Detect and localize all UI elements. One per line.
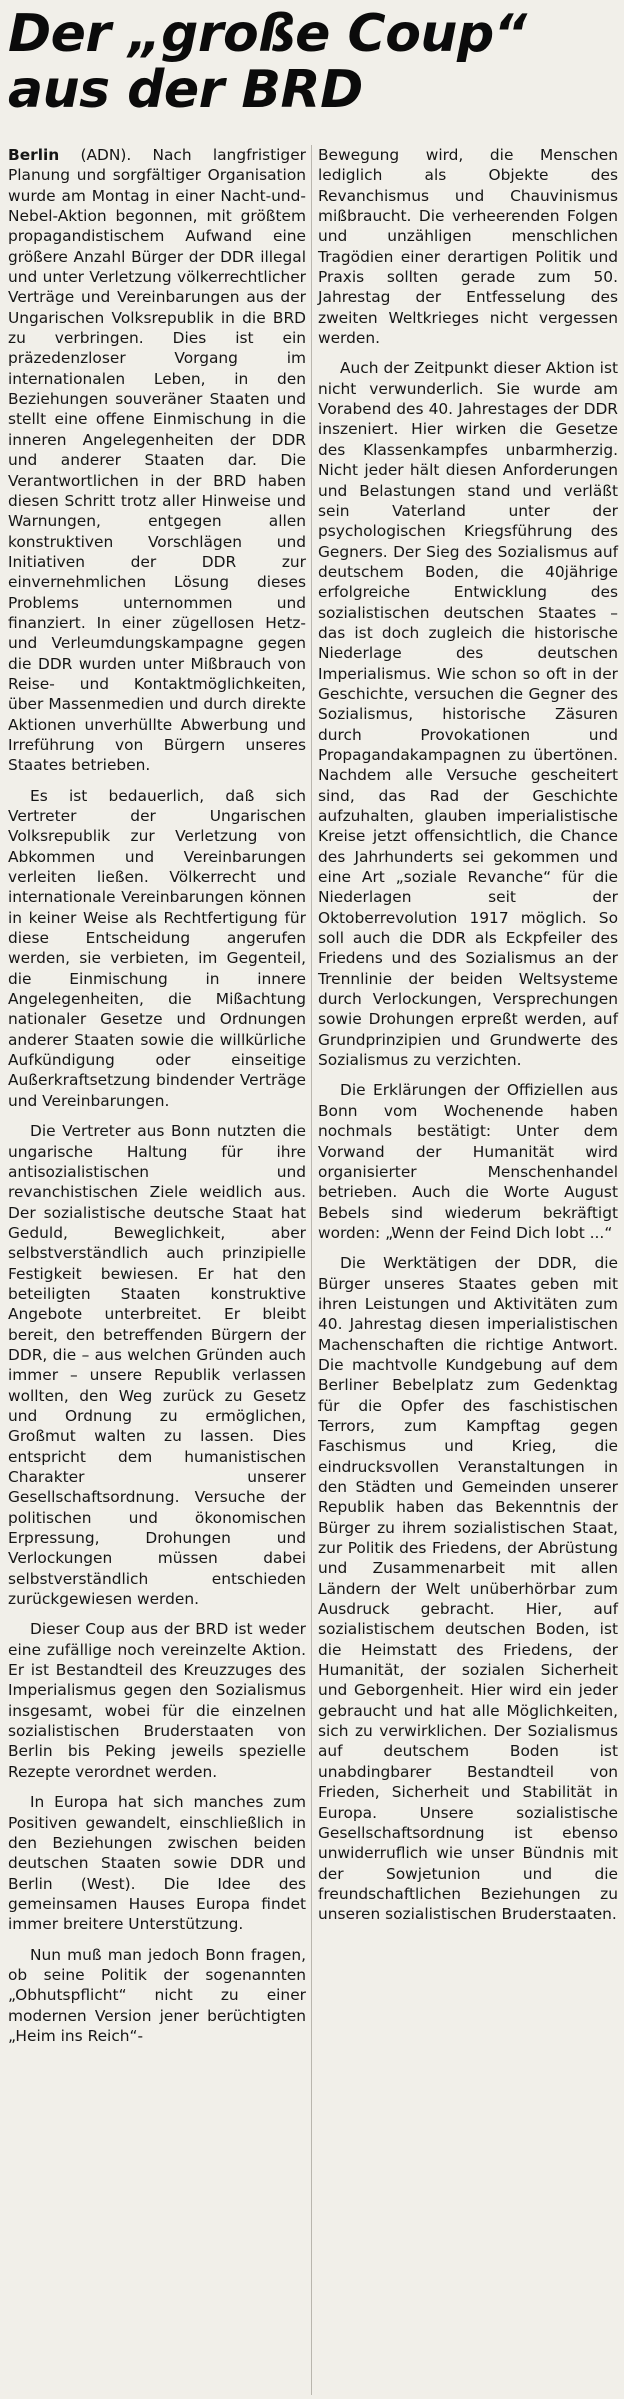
article-paragraph: Bewegung wird, die Menschen lediglich als Objekte des Revanchismus und Chauvinismus mißbraucht. Die verheerenden Folgen und unzähligen menschlichen Tragödien einer derartigen Politik und Praxis sollten gerade zum 50. Jahrestag der Entfesselung des zweiten Weltkrieges nicht vergessen werden.	[318, 146, 618, 348]
article-paragraph: Nun muß man jedoch Bonn fragen, ob seine Politik der sogenannten „Obhutspflicht“ nicht zu einer modernen Version jener berüchtigten „Heim ins Reich“-	[8, 1945, 306, 2045]
article-paragraph: Auch der Zeitpunkt dieser Aktion ist nicht verwunderlich. Sie wurde am Vorabend des 40. Jahrestages der DDR inszeniert. Hier wirken die Gesetze des Klassenkampfes unbarmherzig. Nicht jeder hält diesen Anforderungen und Belastungen stand und verläßt sein Vaterland unter der psychologischen Kriegsführung des Gegners. Der Sieg des Sozialismus auf deutschem Boden, die 40jährige erfolgreiche Entwicklung des sozialistischen deutschen Staates – das ist doch zugleich die historische Niederlage des deutschen Imperialismus. Wie schon so oft in der Geschichte, versuchen die Gegner des Sozialismus, historische Zäsuren durch Provokationen und Propagandakampagnen zu übertönen. Nachdem alle Versuche gescheitert sind, das Rad der Geschichte aufzuhalten, glauben imperialistische Kreise jetzt offensichtlich, die Chance des Jahrhunderts sei gekommen und eine Art „soziale Revanche“ für die Niederlagen seit der Oktoberrevolution 1917 möglich. So soll auch die DDR als Eckpfeiler des Friedens und des Sozialismus an der Trennlinie der beiden Weltsysteme durch Verlockungen, Versprechungen sowie Drohungen erpreßt werden, auf Grundprinzipien und Grundwerte des Sozialismus zu verzichten.	[318, 359, 618, 1070]
article-paragraph	[8, 145, 306, 776]
paragraph-text: Nach langfristiger Planung und sorgfältiger Organisation wurde am Montag in einer Nacht-und-Nebel-Aktion begonnen, mit größtem propagandistischem Aufwand eine größere Anzahl Bürger der DDR illegal und unter Verletzung völkerrechtlicher Verträge und Vereinbarungen aus der Ungarischen Volksrepublik in die BRD zu verbringen. Dies ist ein präzedenzloser Vorgang im internationalen Leben, in den Beziehungen souveräner Staaten und stellt eine offene Einmischung in die inneren Angelegenheiten der DDR und anderer Staaten dar. Die Verantwortlichen in der BRD haben diesen Schritt trotz aller Hinweise und Warnungen, entgegen allen konstruktiven Vorschlägen und Initiativen der DDR zur einvernehmlichen Lösung dieses Problems unternommen und finanziert. In einer zügellosen Hetz- und Verleumdungskampagne gegen die DDR wurden unter Mißbrauch von Reise- und Kontaktmöglichkeiten, über Massenmedien und durch direkte Aktionen unverhüllte Abwerbung und Irreführung von Bürgern unseres Staates betrieben.	[8, 146, 306, 775]
headline-line-2: aus der BRD	[8, 60, 363, 120]
article-paragraph: In Europa hat sich manches zum Positiven gewandelt, einschließlich in den Beziehungen zwischen beiden deutschen Staaten sowie DDR und Berlin (West). Die Idee des gemeinsamen Hauses Europa findet immer breitere Unterstützung.	[8, 1793, 306, 1934]
article-paragraph: Es ist bedauerlich, daß sich Vertreter der Ungarischen Volksrepublik zur Verletzung von Abkommen und Vereinbarungen verleiten ließen. Völkerrecht und internationale Vereinbarungen können in keiner Weise als Rechtfertigung für diese Entscheidung angerufen werden, sie verbieten, im Gegenteil, die Einmischung in innere Angelegenheiten, die Mißachtung nationaler Gesetze und Ordnungen anderer Staaten sowie die willkürliche Aufkündigung oder einseitige Außerkraftsetzung bindender Verträge und Vereinbarungen.	[8, 786, 306, 1110]
article-column-right	[318, 145, 618, 1935]
column-divider	[311, 145, 312, 2395]
article-paragraph: Die Erklärungen der Offiziellen aus Bonn vom Wochenende haben nochmals bestätigt: Unter dem Vorwand der Humanität wird organisierter Menschenhandel betrieben. Auch die Worte August Bebels sind wiederum bekräftigt worden: „Wenn der Feind Dich lobt ...“	[318, 1081, 618, 1242]
headline-line-1: Der „große Coup“	[8, 4, 527, 64]
article-column-left	[8, 145, 306, 2056]
article-paragraph: Dieser Coup aus der BRD ist weder eine zufällige noch vereinzelte Aktion. Er ist Bestandteil des Kreuzzuges des Imperialismus gegen den Sozialismus insgesamt, wobei für die einzelnen sozialistischen Bruderstaaten von Berlin bis Peking jeweils spezielle Rezepte verordnet werden.	[8, 1620, 306, 1781]
article-paragraph: Die Vertreter aus Bonn nutzten die ungarische Haltung für ihre antisozialistischen und revanchistischen Ziele weidlich aus. Der sozialistische deutsche Staat hat Geduld, Beweglichkeit, aber selbstverständlich auch prinzipielle Festigkeit bewiesen. Er hat den beteiligten Staaten konstruktive Angebote unterbreitet. Er bleibt bereit, den betreffenden Bürgern der DDR, die – aus welchen Gründen auch immer – unsere Republik verlassen wollten, den Weg zurück zu Gesetz und Ordnung zu ermöglichen, Großmut walten zu lassen. Dies entspricht dem humanistischen Charakter unserer Gesellschaftsordnung. Versuche der politischen und ökonomischen Erpressung, Drohungen und Verlockungen müssen dabei selbstverständlich entschieden zurückgewiesen werden.	[8, 1122, 306, 1609]
dateline: Berlin	[8, 146, 60, 164]
article-paragraph: Die Werktätigen der DDR, die Bürger unseres Staates geben mit ihren Leistungen und Aktivitäten zum 40. Jahrestag diesen imperialistischen Machenschaften die richtige Antwort. Die machtvolle Kundgebung auf dem Berliner Bebelplatz zum Gedenktag für die Opfer des faschistischen Terrors, zum Kampftag gegen Faschismus und Krieg, die eindrucksvollen Veranstaltungen in den Städten und Gemeinden unserer Republik haben das Bekenntnis der Bürger zu ihrem sozialistischen Staat, zur Politik des Friedens, der Abrüstung und Zusammenarbeit mit allen Ländern der Welt unüberhörbar zum Ausdruck gebracht. Hier, auf sozialistischem deutschen Boden, ist die Heimstatt des Friedens, der Humanität, der sozialen Sicherheit und Geborgenheit. Hier wird ein jeder gebraucht und hat alle Möglichkeiten, sich zu verwirklichen. Der Sozialismus auf deutschem Boden ist unabdingbarer Bestandteil von Frieden, Sicherheit und Stabilität in Europa. Unsere sozialistische Gesellschaftsordnung ist ebenso unwiderruflich wie unser Bündnis mit der Sowjetunion und die freundschaftlichen Beziehungen zu unseren sozialistischen Bruderstaaten.	[318, 1254, 618, 1924]
article-headline	[8, 6, 608, 118]
news-agency: (ADN).	[59, 146, 132, 164]
